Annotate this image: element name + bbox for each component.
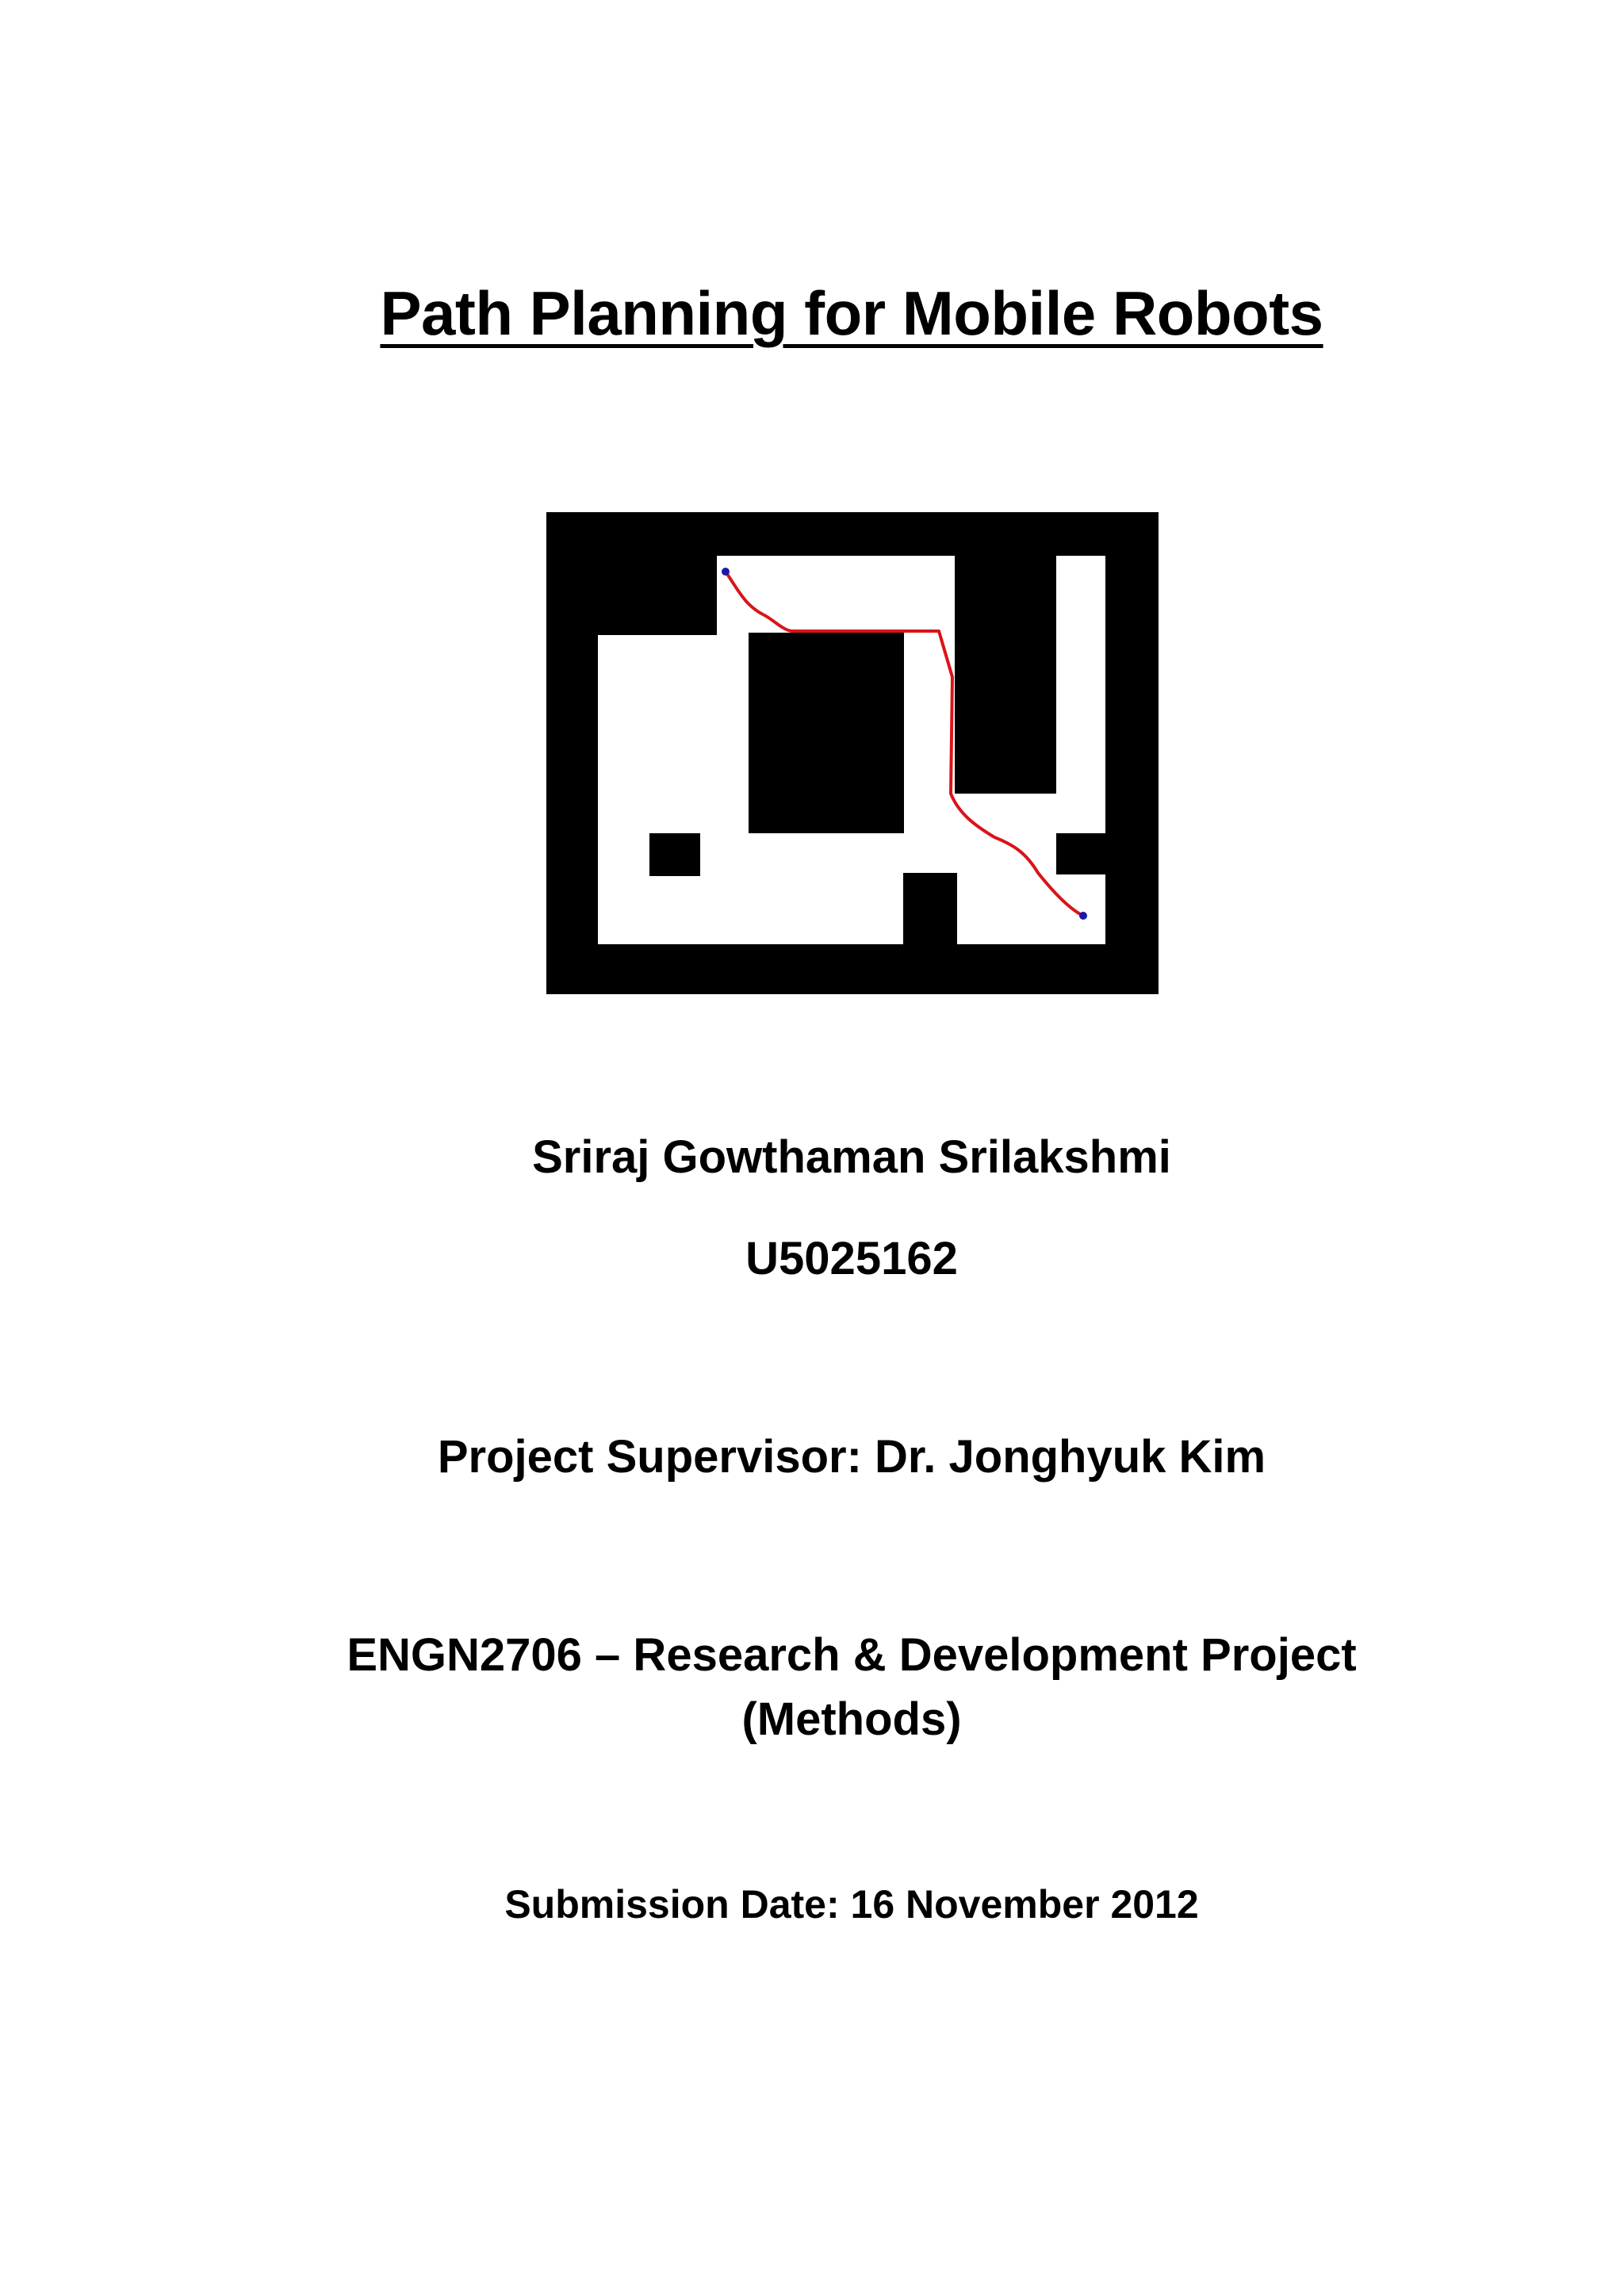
obstacle-small-left [649,833,700,876]
project-supervisor: Project Supervisor: Dr. Jonghyuk Kim [437,1431,1266,1483]
course-subtitle: (Methods) [741,1693,962,1745]
start-point-marker [722,568,730,576]
occupancy-grid-map [546,512,1159,994]
obstacle-center [749,633,904,833]
obstacle-top-left [598,556,717,635]
student-id: U5025162 [745,1233,958,1284]
author-name: Sriraj Gowthaman Srilakshmi [532,1131,1171,1183]
obstacle-right-ledge [1056,833,1105,874]
submission-date: Submission Date: 16 November 2012 [504,1882,1199,1927]
path-planning-map-figure [546,512,1159,994]
obstacle-right-tall [955,556,1056,794]
course-title: ENGN2706 – Research & Development Project [347,1629,1357,1681]
obstacle-bottom-pillar [903,873,957,952]
goal-point-marker [1079,912,1087,920]
document-title: Path Planning for Mobile Robots [380,278,1323,348]
